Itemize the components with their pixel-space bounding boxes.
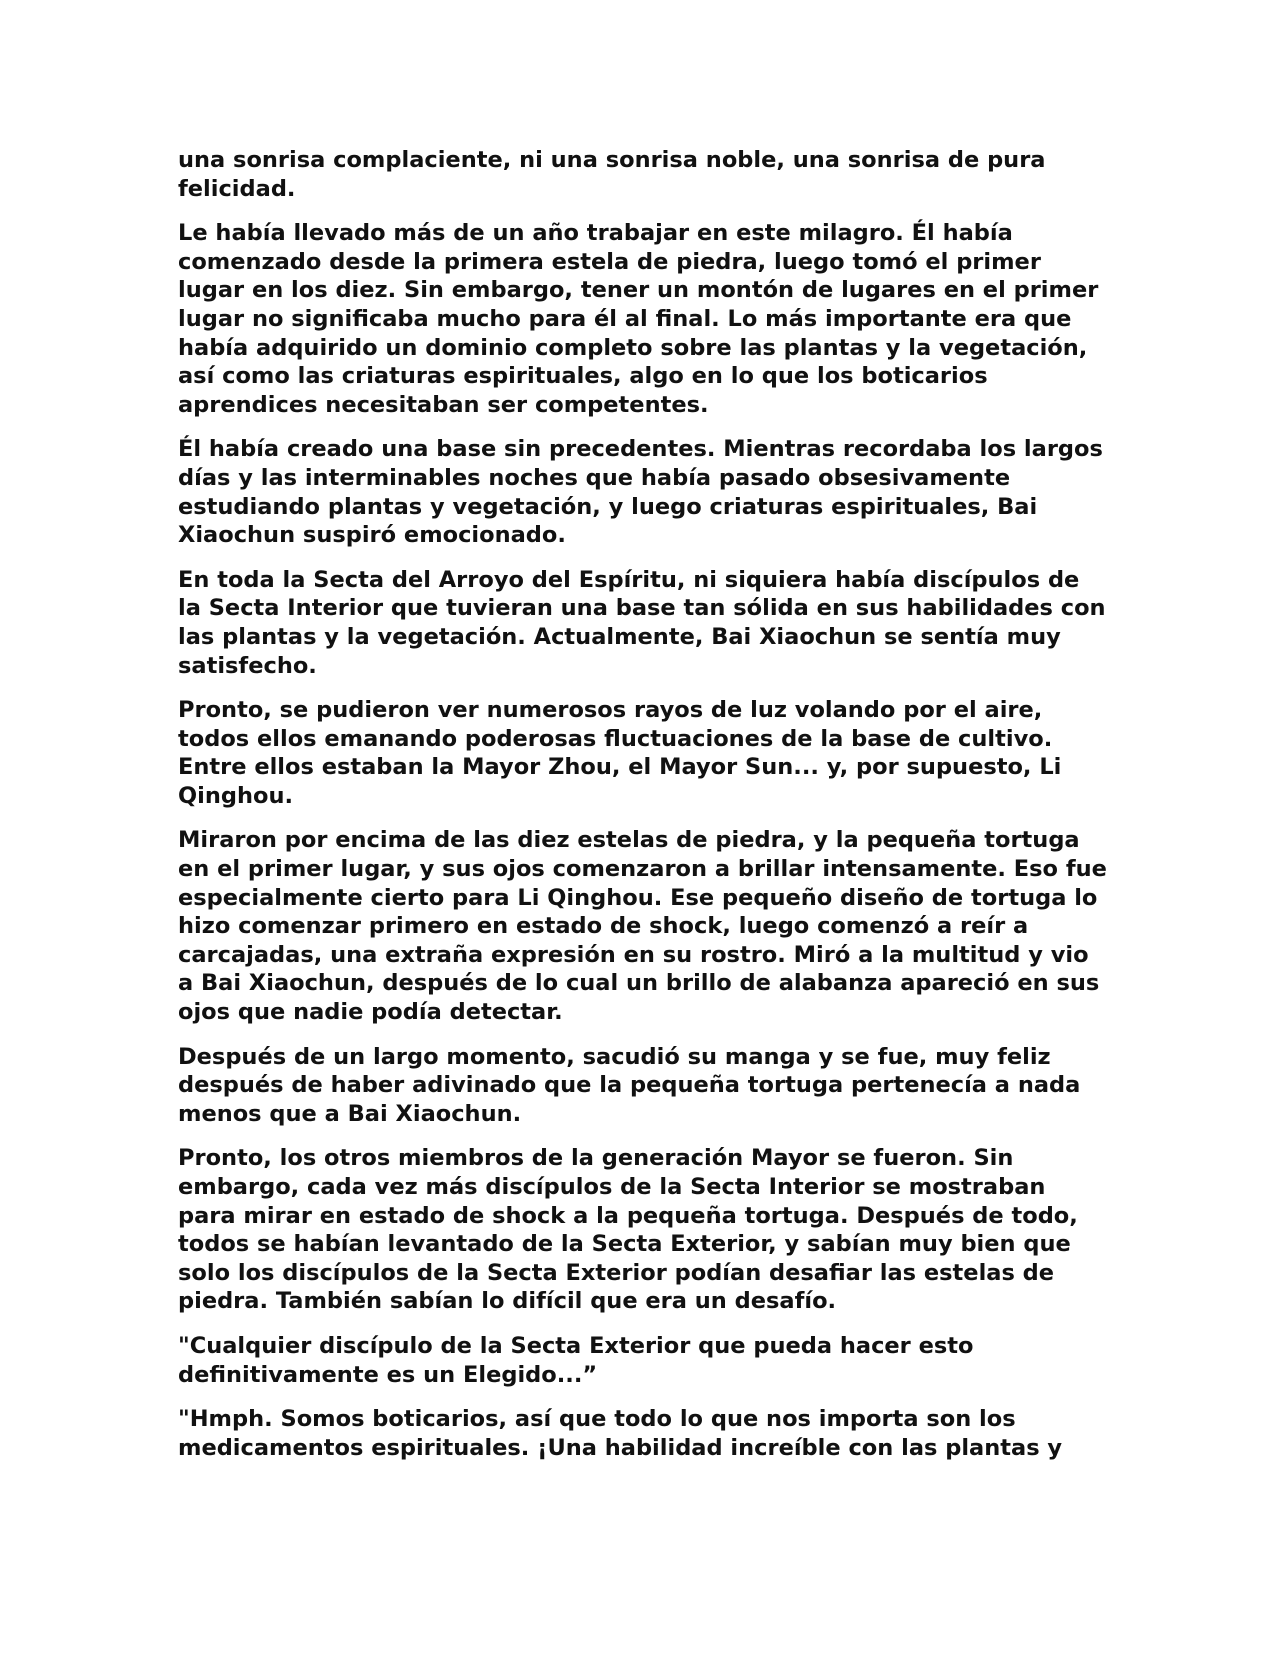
paragraph-5: Pronto, se pudieron ver numerosos rayos de luz volando por el aire, todos ellos emanando poderosas fluctuaciones de la base de cultivo. Entre ellos estaban la Mayor Zhou, el Mayor Sun... y, por supuesto, Li Qinghou. [178,697,1062,809]
paragraph-4: En toda la Secta del Arroyo del Espíritu, ni siquiera había discípulos de la Secta Interior que tuvieran una base tan sólida en sus habilidades con las plantas y la vegetación. Actualmente, Bai Xiaochun se sentía muy satisfecho. [178,566,1106,679]
paragraph-6: Miraron por encima de las diez estelas de piedra, y la pequeña tortuga en el primer lugar, y sus ojos comenzaron a brillar intensamente. Eso fue especialmente cierto para Li Qinghou. Ese pequeño diseño de tortuga lo hizo comenzar primero en estado de shock, luego comenzó a reír a carcajadas, una extraña expresión en su rostro. Miró a la multitud y vio a Bai Xiaochun, después de lo cual un brillo de alabanza apareció en sus ojos que nadie podía detectar. [178,827,1107,1026]
paragraph-7: Después de un largo momento, sacudió su manga y se fue, muy feliz después de haber adivinado que la pequeña tortuga pertenecía a nada menos que a Bai Xiaochun. [178,1043,1081,1127]
paragraph-10: "Hmph. Somos boticarios, así que todo lo que nos importa son los medicamentos espirituales. ¡Una habilidad increíble con las plantas y [178,1406,1063,1461]
paragraph-8: Pronto, los otros miembros de la generación Mayor se fueron. Sin embargo, cada vez más discípulos de la Secta Interior se mostraban para mirar en estado de shock a la pequeña tortuga. Después de todo, todos se habían levantado de la Secta Exterior, y sabían muy bien que solo los discípulos de la Secta Exterior podían desafiar las estelas de piedra. También sabían lo difícil que era un desafío. [178,1145,1078,1315]
paragraph-1: una sonrisa complaciente, ni una sonrisa noble, una sonrisa de pura felicidad. [178,147,1046,202]
paragraph-2: Le había llevado más de un año trabajar en este milagro. Él había comenzado desde la primera estela de piedra, luego tomó el primer lugar en los diez. Sin embargo, tener un montón de lugares en el primer lugar no significaba mucho para él al final. Lo más importante era que había adquirido un dominio completo sobre las plantas y la vegetación, así como las criaturas espirituales, algo en lo que los boticarios aprendices necesitaban ser competentes. [178,220,1099,418]
paragraph-9: "Cualquier discípulo de la Secta Exterior que pueda hacer esto definitivamente es un Elegido...” [178,1332,974,1388]
document-body [178,146,1108,1478]
paragraph-3: Él había creado una base sin precedentes. Mientras recordaba los largos días y las interminables noches que había pasado obsesivamente estudiando plantas y vegetación, y luego criaturas espirituales, Bai Xiaochun suspiró emocionado. [178,436,1103,549]
